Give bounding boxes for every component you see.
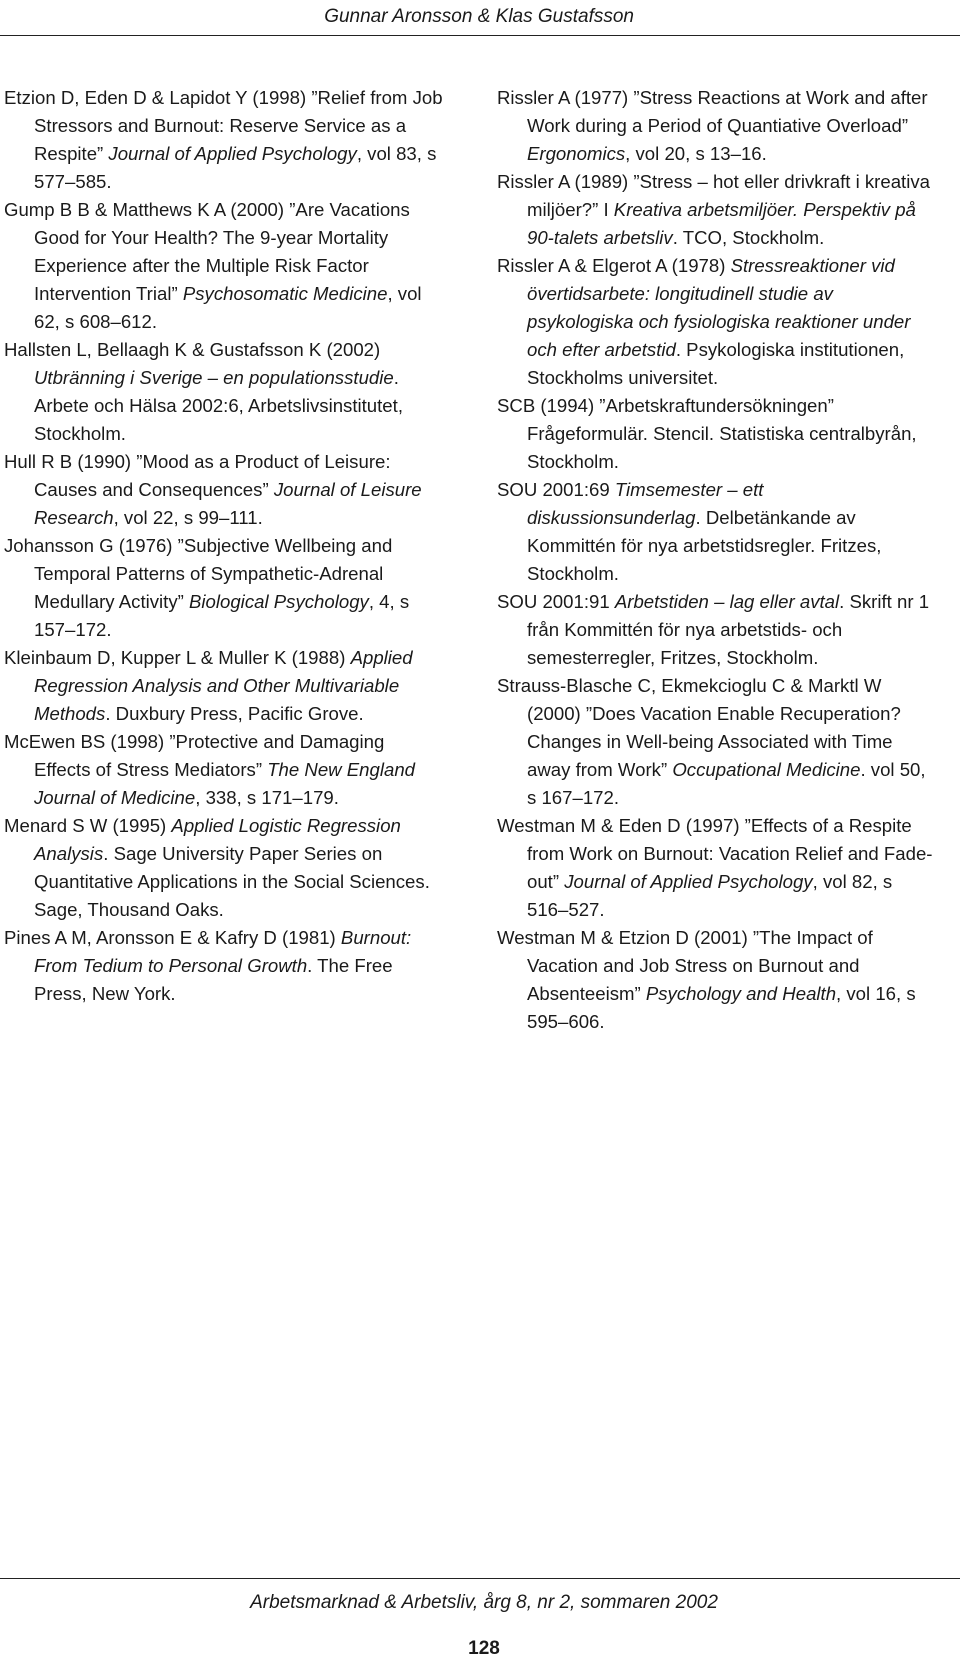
reference-title: Applied Regression Analysis and Other Multivariable Methods [34, 647, 413, 724]
reference-column-left [4, 84, 444, 1008]
reference-text: , 338, s 171–179. [195, 787, 339, 808]
reference-text: Gump B B & Matthews K A (2000) ”Are Vacations Good for Your Health? The 9-year Mortality Experience after the Multiple Risk Factor Intervention Trial” [4, 199, 410, 304]
reference-title: Ergonomics [527, 143, 626, 164]
reference-entry [4, 84, 444, 196]
reference-text: , vol 62, s 608–612. [34, 283, 422, 332]
reference-title: Biological Psychology [189, 591, 369, 612]
reference-title: Arbetstiden – lag eller avtal [614, 591, 840, 612]
reference-entry [4, 644, 444, 728]
reference-text: Westman M & Eden D (1997) ”Effects of a Respite from Work on Burnout: Vacation Relief and Fade-out” [497, 815, 933, 892]
reference-title: Burnout: From Tedium to Personal Growth [34, 927, 412, 976]
reference-text: Etzion D, Eden D & Lapidot Y (1998) ”Relief from Job Stressors and Burnout: Reserve Service as a Respite” [4, 87, 443, 164]
reference-text: SOU 2001:91 [497, 591, 615, 612]
footer-rule [0, 1578, 960, 1579]
reference-text: SCB (1994) ”Arbetskraftundersökningen” Frågeformulär. Stencil. Statistiska centralbyrån, Stockholm. [497, 395, 917, 472]
reference-text: . Arbete och Hälsa 2002:6, Arbetslivsinstitutet, Stockholm. [34, 367, 403, 444]
reference-entry [4, 532, 444, 644]
reference-text: . Duxbury Press, Pacific Grove. [105, 703, 364, 724]
reference-text: Rissler A (1977) ”Stress Reactions at Work and after Work during a Period of Quantiative Overload” [497, 87, 928, 136]
reference-title: Journal of Applied Psychology [108, 143, 357, 164]
reference-title: Applied Logistic Regression Analysis [34, 815, 401, 864]
reference-entry [497, 924, 937, 1036]
reference-title: Psychology and Health [645, 983, 837, 1004]
reference-entry [497, 252, 937, 392]
reference-text: Pines A M, Aronsson E & Kafry D (1981) [4, 927, 341, 948]
reference-text: Hallsten L, Bellaagh K & Gustafsson K (2002) [4, 339, 381, 360]
reference-title: Journal of Applied Psychology [564, 871, 813, 892]
reference-text: , vol 82, s 516–527. [527, 871, 893, 920]
reference-title: The New England Journal of Medicine [34, 759, 416, 808]
reference-text: Hull R B (1990) ”Mood as a Product of Leisure: Causes and Consequences” [4, 451, 391, 500]
reference-entry [497, 84, 937, 168]
reference-text: . vol 50, s 167–172. [527, 759, 926, 808]
reference-text: . Sage University Paper Series on Quantitative Applications in the Social Sciences. Sage, Thousand Oaks. [34, 843, 430, 920]
reference-text: Kleinbaum D, Kupper L & Muller K (1988) [4, 647, 351, 668]
reference-text: Johansson G (1976) ”Subjective Wellbeing and Temporal Patterns of Sympathetic-Adrenal Medullary Activity” [4, 535, 393, 612]
reference-text: McEwen BS (1998) ”Protective and Damaging Effects of Stress Mediators” [4, 731, 385, 780]
reference-title: Stressreaktioner vid övertidsarbete: longitudinell studie av psykologiska och fysiologiska reaktioner under och efter arbetstid [527, 255, 911, 360]
reference-column-right [497, 84, 937, 1036]
reference-entry [497, 588, 937, 672]
reference-text: , 4, s 157–172. [34, 591, 410, 640]
header-authors: Gunnar Aronsson & Klas Gustafsson [324, 6, 634, 27]
reference-title: Utbränning i Sverige – en populationsstudie [34, 367, 394, 388]
reference-text: Westman M & Etzion D (2001) ”The Impact of Vacation and Job Stress on Burnout and Absenteeism” [497, 927, 873, 1004]
reference-entry [497, 168, 937, 252]
reference-title: Psychosomatic Medicine [182, 283, 388, 304]
reference-title: Occupational Medicine [672, 759, 861, 780]
reference-text: . TCO, Stockholm. [672, 227, 825, 248]
reference-text: Strauss-Blasche C, Ekmekcioglu C & Marktl W (2000) ”Does Vacation Enable Recuperation? Changes in Well-being Associated with Time away from Work” [497, 675, 901, 780]
reference-entry [4, 196, 444, 336]
page-number: 128 [468, 1638, 500, 1659]
reference-entry [4, 336, 444, 448]
reference-text: SOU 2001:69 [497, 479, 615, 500]
reference-title: Timsemester – ett diskussionsunderlag [527, 479, 764, 528]
reference-text: . Skrift nr 1 från Kommittén för nya arbetstids- och semesterregler, Fritzes, Stockholm. [527, 591, 930, 668]
reference-entry [4, 924, 444, 1008]
reference-entry [4, 728, 444, 812]
reference-entry [497, 392, 937, 476]
reference-title: Kreativa arbetsmiljöer. Perspektiv på 90-talets arbetsliv [527, 199, 916, 248]
reference-entry [497, 672, 937, 812]
reference-text: Rissler A (1989) ”Stress – hot eller drivkraft i kreativa miljöer?” I [497, 171, 930, 220]
reference-text: , vol 20, s 13–16. [625, 143, 767, 164]
reference-text: . Delbetänkande av Kommittén för nya arbetstidsregler. Fritzes, Stockholm. [527, 507, 882, 584]
reference-text: , vol 83, s 577–585. [34, 143, 437, 192]
reference-title: Journal of Leisure Research [34, 479, 422, 528]
journal-citation: Arbetsmarknad & Arbetsliv, årg 8, nr 2, sommaren 2002 [250, 1592, 718, 1613]
reference-text: . The Free Press, New York. [34, 955, 393, 1004]
reference-entry [497, 476, 937, 588]
reference-text: , vol 16, s 595–606. [527, 983, 916, 1032]
reference-text: , vol 22, s 99–111. [113, 507, 263, 528]
reference-text: Rissler A & Elgerot A (1978) [497, 255, 731, 276]
reference-entry [497, 812, 937, 924]
running-header [0, 0, 960, 36]
reference-entry [4, 448, 444, 532]
reference-text: . Psykologiska institutionen, Stockholms universitet. [527, 339, 905, 388]
reference-text: Menard S W (1995) [4, 815, 172, 836]
reference-entry [4, 812, 444, 924]
